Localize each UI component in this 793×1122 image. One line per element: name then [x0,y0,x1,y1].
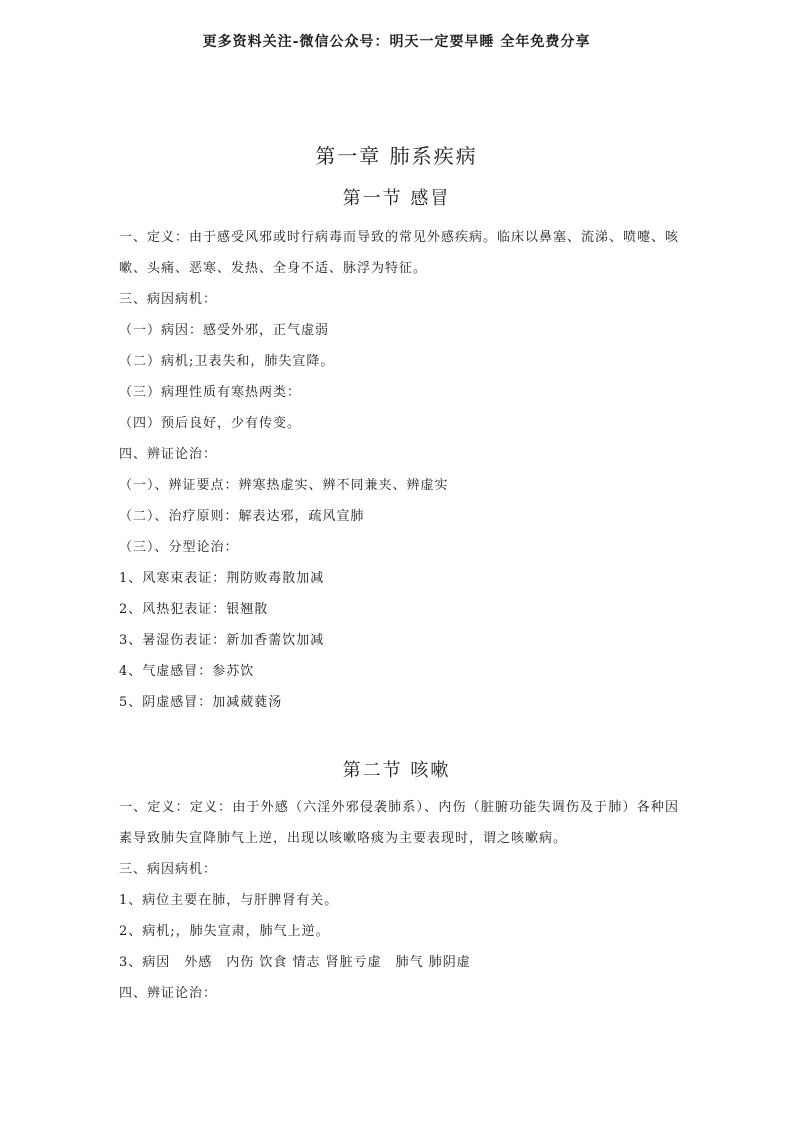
section-body-cold [119,222,679,718]
text-line: 1、病位主要在肺，与肝脾肾有关。 [119,893,339,908]
text-line: 四、辨证论治： [119,986,218,1001]
text-line: （三）、分型论治： [119,540,239,555]
text-line: 4、气虚感冒：参苏饮 [119,664,255,679]
text-line: 2、风热犯表证：银翘散 [119,602,269,617]
text-line: （四）预后良好，少有传变。 [119,416,302,431]
text-line: 三、病因病机： [119,292,218,307]
text-line: （二）病机;卫表失和，肺失宣降。 [119,354,335,369]
text-line: （三）病理性质有寒热两类： [119,385,302,400]
text-line: 3、暑湿伤表证：新加香薷饮加减 [119,633,325,648]
section-body-cough [119,792,679,1009]
text-line: 5、阴虚感冒：加减葳蕤汤 [119,695,283,710]
definition-paragraph: 一、定义：由于感受风邪或时行病毒而导致的常见外感疾病。临床以鼻塞、流涕、喷嚏、咳嗽、头痛、恶寒、发热、全身不适、脉浮为特征。 [119,230,680,276]
text-line: （一）、辨证要点：辨寒热虚实、辨不同兼夹、辨虚实 [119,478,449,493]
text-line: 2、病机;，肺失宣肃，肺气上逆。 [119,924,330,939]
text-line: （二）、治疗原则：解表达邪，疏风宣肺 [119,509,365,524]
text-line: 3、病因 外感 内伤 饮食 情志 肾脏亏虚 肺气 肺阴虚 [119,955,471,970]
page-header: 更多资料关注-微信公众号：明天一定要早睡 全年免费分享 [202,34,591,50]
chapter-title: 第一章 肺系疾病 [315,144,478,168]
text-line: 1、风寒束表证：荆防败毒散加减 [119,571,325,586]
text-line: 三、病因病机： [119,862,218,877]
section-title-cough: 第二节 咳嗽 [342,760,451,781]
text-line: 四、辨证论治： [119,447,218,462]
section-title-cold: 第一节 感冒 [342,188,451,209]
text-line: （一）病因：感受外邪，正气虚弱 [119,323,330,338]
definition-paragraph: 一、定义：定义：由于外感（六淫外邪侵袭肺系）、内伤（脏腑功能失调伤及于肺）各种因素导致肺失宣降肺气上逆，出现以咳嗽咯痰为主要表现时，谓之咳嗽病。 [119,800,679,846]
